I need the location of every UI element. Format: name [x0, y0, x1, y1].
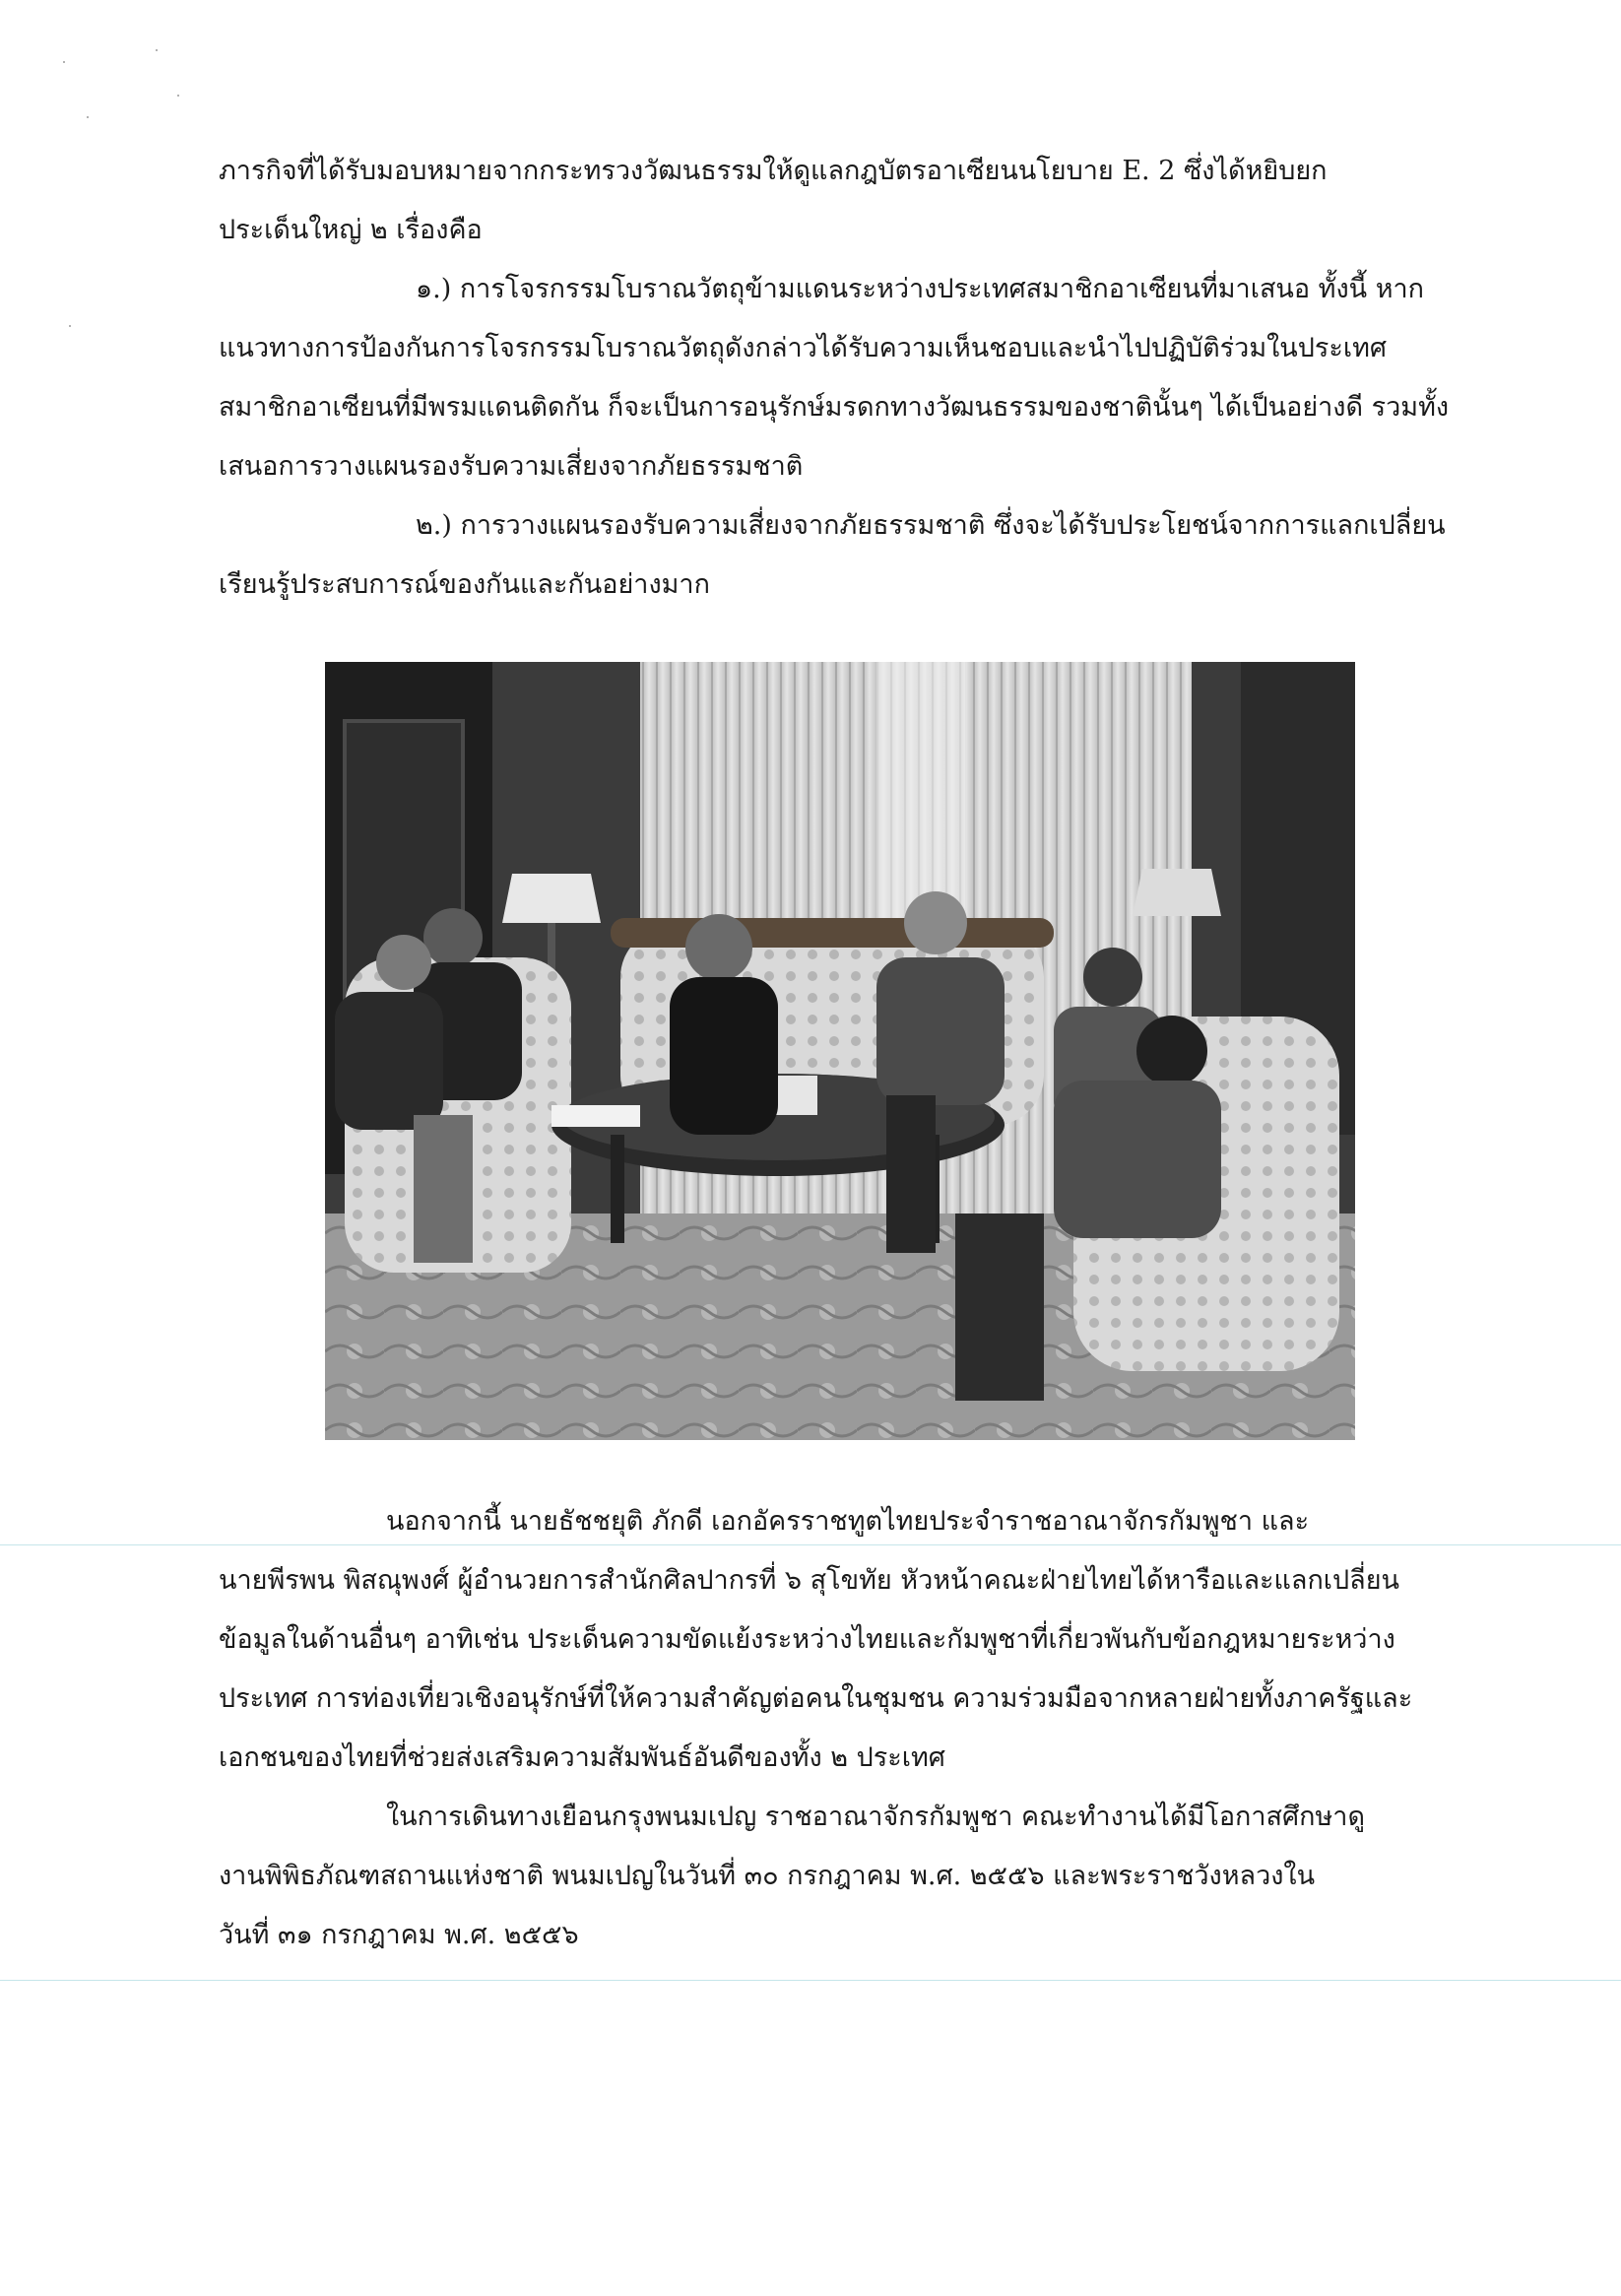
item2-line: ๒.) การวางแผนรองรับความเสี่ยงจากภัยธรรมชาติ ซึ่งจะได้รับประโยชน์จากการแลกเปลี่ยน — [416, 510, 1446, 541]
scan-line — [0, 1980, 1621, 1981]
paragraph2-line: ประเทศ การท่องเที่ยวเชิงอนุรักษ์ที่ให้ความสำคัญต่อคนในชุมชน ความร่วมมือจากหลายฝ่ายทั้งภาครัฐและ — [219, 1683, 1413, 1714]
bottom-text — [219, 1492, 1459, 1965]
scan-speck — [156, 49, 158, 51]
item1-line: เสนอการวางแผนรองรับความเสี่ยงจากภัยธรรมชาติ — [219, 451, 804, 482]
item2-line: เรียนรู้ประสบการณ์ของกันและกันอย่างมาก — [219, 569, 710, 600]
item1-line: แนวทางการป้องกันการโจรกรรมโบราณวัตถุดังกล่าวได้รับความเห็นชอบและนำไปปฏิบัติร่วมในประเทศ — [219, 333, 1388, 363]
scan-speck — [177, 95, 179, 97]
paragraph1-line: ภารกิจที่ได้รับมอบหมายจากกระทรวงวัฒนธรรมให้ดูแลกฎบัตรอาเซียนนโยบาย E. 2 ซึ่งได้หยิบยก — [219, 156, 1328, 186]
paragraph2-line: ข้อมูลในด้านอื่นๆ อาทิเช่น ประเด็นความขัดแย้งระหว่างไทยและกัมพูชาที่เกี่ยวพันกับข้อกฎหมายระหว่าง — [219, 1624, 1395, 1655]
meeting-photo-illustration — [325, 662, 1355, 1440]
paragraph2-line: เอกชนของไทยที่ช่วยส่งเสริมความสัมพันธ์อันดีของทั้ง ๒ ประเทศ — [219, 1742, 945, 1773]
paragraph3-line: วันที่ ๓๑ กรกฎาคม พ.ศ. ๒๕๕๖ — [219, 1920, 579, 1950]
paragraph1-line: ประเด็นใหญ่ ๒ เรื่องคือ — [219, 215, 483, 245]
top-text — [219, 142, 1459, 615]
paragraph2-line: นอกจากนี้ นายธัชชยุติ ภักดี เอกอัครราชทูตไทยประจำราชอาณาจักรกัมพูชา และ — [386, 1506, 1310, 1537]
scan-speck — [87, 116, 89, 118]
paragraph2-line: นายพีรพน พิสณุพงศ์ ผู้อำนวยการสำนักศิลปากรที่ ๖ สุโขทัย หัวหน้าคณะฝ่ายไทยได้หารือและแลกเปลี่ยน — [219, 1565, 1399, 1596]
paragraph3-line: งานพิพิธภัณฑสถานแห่งชาติ พนมเปญในวันที่ ๓๐ กรกฎาคม พ.ศ. ๒๕๕๖ และพระราชวังหลวงใน — [219, 1861, 1316, 1891]
scan-speck — [69, 325, 71, 327]
meeting-photo — [325, 662, 1355, 1440]
scan-speck — [63, 61, 65, 63]
item1-line: ๑.) การโจรกรรมโบราณวัตถุข้ามแดนระหว่างประเทศสมาชิกอาเซียนที่มาเสนอ ทั้งนี้ หาก — [416, 274, 1425, 304]
paragraph3-line: ในการเดินทางเยือนกรุงพนมเปญ ราชอาณาจักรกัมพูชา คณะทำงานได้มีโอกาสศึกษาดู — [386, 1802, 1366, 1832]
item1-line: สมาชิกอาเซียนที่มีพรมแดนติดกัน ก็จะเป็นการอนุรักษ์มรดกทางวัฒนธรรมของชาตินั้นๆ ได้เป็นอย่างดี รวมทั้ง — [219, 392, 1450, 423]
